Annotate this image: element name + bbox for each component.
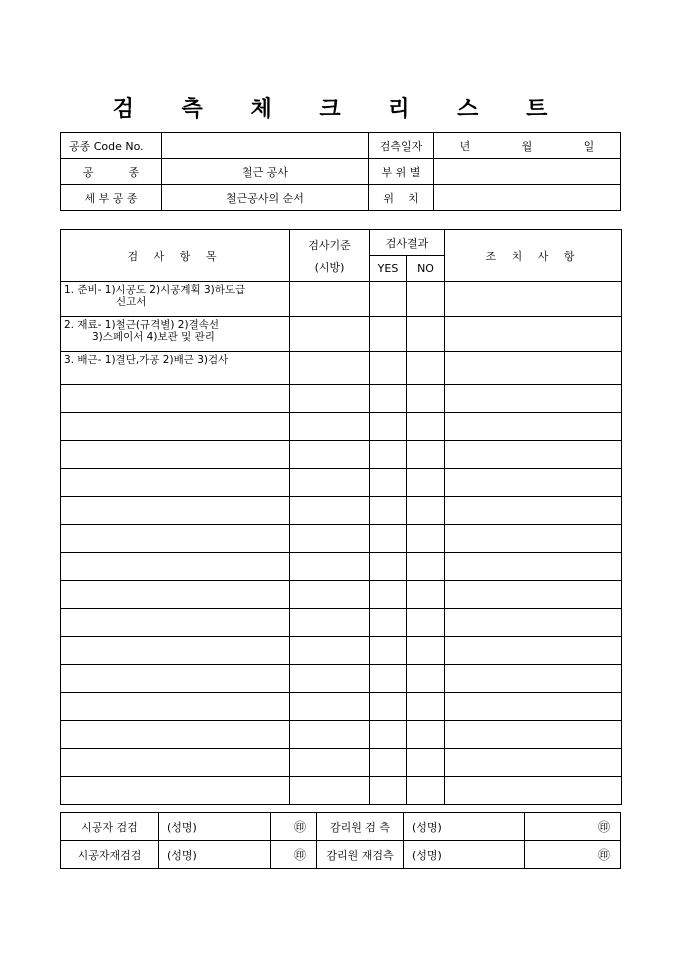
supervisor-recheck-label: 감리원 재검측 (317, 841, 404, 869)
location-label: 위 치 (369, 185, 434, 211)
seal-icon: ㊞ (271, 841, 317, 869)
part-value[interactable] (434, 159, 621, 185)
inspection-item-line1: 1. 준비- 1)시공도 2)시공계획 3)하도급 (64, 284, 246, 296)
seal-icon: ㊞ (271, 813, 317, 841)
yes-cell[interactable] (370, 525, 407, 553)
action-cell[interactable] (445, 413, 622, 441)
table-row (61, 317, 622, 352)
inspection-item (61, 282, 290, 317)
item-cell[interactable] (61, 385, 290, 413)
standard-cell[interactable] (290, 413, 370, 441)
contractor-recheck-name[interactable]: (성명) (159, 841, 271, 869)
standard-cell[interactable] (290, 777, 370, 805)
part-label: 부 위 별 (369, 159, 434, 185)
yes-cell[interactable] (370, 413, 407, 441)
supervisor-recheck-name[interactable]: (성명) (404, 841, 525, 869)
table-row (61, 441, 622, 469)
date-month: 월 (521, 139, 533, 153)
action-cell[interactable] (445, 665, 622, 693)
page-title: 검 측 체 크 리 스 트 (112, 96, 568, 122)
col-no-header: NO (407, 256, 445, 282)
no-cell[interactable] (407, 693, 445, 721)
yes-cell[interactable] (370, 282, 407, 317)
yes-cell[interactable] (370, 385, 407, 413)
code-label: 공종 Code No. (61, 133, 162, 159)
contractor-recheck-label: 시공자재검검 (61, 841, 159, 869)
contractor-check-label: 시공자 검검 (61, 813, 159, 841)
inspect-date-label: 검측일자 (369, 133, 434, 159)
no-cell[interactable] (407, 581, 445, 609)
standard-cell[interactable] (290, 721, 370, 749)
work-type-value[interactable]: 철근 공사 (162, 159, 369, 185)
action-cell[interactable] (445, 282, 622, 317)
standard-cell[interactable] (290, 553, 370, 581)
item-cell[interactable] (61, 609, 290, 637)
seal-icon: ㊞ (525, 813, 621, 841)
table-row (61, 525, 622, 553)
no-cell[interactable] (407, 637, 445, 665)
standard-cell[interactable] (290, 749, 370, 777)
item-cell[interactable] (61, 553, 290, 581)
action-cell[interactable] (445, 385, 622, 413)
work-type-label: 공 종 (61, 159, 162, 185)
no-cell[interactable] (407, 749, 445, 777)
no-cell[interactable] (407, 553, 445, 581)
no-cell[interactable] (407, 352, 445, 385)
item-cell[interactable] (61, 721, 290, 749)
yes-cell[interactable] (370, 609, 407, 637)
yes-cell[interactable] (370, 441, 407, 469)
yes-cell[interactable] (370, 553, 407, 581)
signature-table (60, 812, 621, 869)
no-cell[interactable] (407, 413, 445, 441)
action-cell[interactable] (445, 581, 622, 609)
action-cell[interactable] (445, 777, 622, 805)
yes-cell[interactable] (370, 352, 407, 385)
item-cell[interactable] (61, 777, 290, 805)
table-row (61, 385, 622, 413)
table-row (61, 469, 622, 497)
standard-cell[interactable] (290, 352, 370, 385)
standard-cell[interactable] (290, 317, 370, 352)
inspection-item-line1: 2. 재료- 1)철근(규격별) 2)결속선 (64, 319, 219, 331)
col-standard-header (290, 230, 370, 282)
supervisor-check-label: 감리원 검 측 (317, 813, 404, 841)
yes-cell[interactable] (370, 581, 407, 609)
item-cell[interactable] (61, 413, 290, 441)
col-item-header: 검 사 항 목 (61, 230, 290, 282)
header-table (60, 132, 621, 211)
col-yes-header: YES (370, 256, 407, 282)
action-cell[interactable] (445, 441, 622, 469)
table-row (61, 721, 622, 749)
no-cell[interactable] (407, 282, 445, 317)
detail-label: 세 부 공 종 (61, 185, 162, 211)
action-cell[interactable] (445, 749, 622, 777)
date-year: 년 (459, 139, 471, 153)
inspection-item-line1: 3. 배근- 1)결단,가공 2)배근 3)검사 (64, 354, 229, 366)
action-cell[interactable] (445, 352, 622, 385)
item-cell[interactable] (61, 665, 290, 693)
inspection-item (61, 317, 290, 352)
detail-value[interactable]: 철근공사의 순서 (162, 185, 369, 211)
yes-cell[interactable] (370, 693, 407, 721)
yes-cell[interactable] (370, 721, 407, 749)
no-cell[interactable] (407, 497, 445, 525)
standard-cell[interactable] (290, 282, 370, 317)
standard-cell[interactable] (290, 693, 370, 721)
inspection-item-line2: 3)스페이서 4)보관 및 관리 (92, 331, 215, 343)
yes-cell[interactable] (370, 665, 407, 693)
table-row (61, 777, 622, 805)
yes-cell[interactable] (370, 777, 407, 805)
item-cell[interactable] (61, 497, 290, 525)
no-cell[interactable] (407, 777, 445, 805)
yes-cell[interactable] (370, 317, 407, 352)
table-row (61, 693, 622, 721)
table-row (61, 581, 622, 609)
code-value[interactable] (162, 133, 369, 159)
no-cell[interactable] (407, 441, 445, 469)
standard-cell[interactable] (290, 497, 370, 525)
inspect-date-value[interactable] (434, 133, 621, 159)
table-row (61, 609, 622, 637)
yes-cell[interactable] (370, 749, 407, 777)
item-cell[interactable] (61, 441, 290, 469)
contractor-check-name[interactable]: (성명) (159, 813, 271, 841)
col-result-header: 검사결과 (370, 230, 445, 256)
standard-cell[interactable] (290, 441, 370, 469)
item-cell[interactable] (61, 525, 290, 553)
standard-cell[interactable] (290, 525, 370, 553)
table-row (61, 553, 622, 581)
action-cell[interactable] (445, 497, 622, 525)
item-cell[interactable] (61, 749, 290, 777)
no-cell[interactable] (407, 609, 445, 637)
item-cell[interactable] (61, 693, 290, 721)
date-day: 일 (583, 139, 595, 153)
col-standard-line1: 검사기준 (308, 238, 351, 252)
action-cell[interactable] (445, 693, 622, 721)
location-value[interactable] (434, 185, 621, 211)
no-cell[interactable] (407, 525, 445, 553)
table-row (61, 282, 622, 317)
inspection-table (60, 229, 622, 805)
action-cell[interactable] (445, 721, 622, 749)
no-cell[interactable] (407, 665, 445, 693)
table-row (61, 497, 622, 525)
action-cell[interactable] (445, 469, 622, 497)
standard-cell[interactable] (290, 665, 370, 693)
action-cell[interactable] (445, 317, 622, 352)
yes-cell[interactable] (370, 497, 407, 525)
no-cell[interactable] (407, 317, 445, 352)
inspection-item-line2: 신고서 (116, 296, 147, 308)
no-cell[interactable] (407, 469, 445, 497)
item-cell[interactable] (61, 581, 290, 609)
no-cell[interactable] (407, 721, 445, 749)
col-action-header: 조 치 사 항 (445, 230, 622, 282)
standard-cell[interactable] (290, 637, 370, 665)
yes-cell[interactable] (370, 637, 407, 665)
action-cell[interactable] (445, 553, 622, 581)
action-cell[interactable] (445, 609, 622, 637)
item-cell[interactable] (61, 637, 290, 665)
item-cell[interactable] (61, 469, 290, 497)
table-row (61, 413, 622, 441)
standard-cell[interactable] (290, 469, 370, 497)
supervisor-check-name[interactable]: (성명) (404, 813, 525, 841)
yes-cell[interactable] (370, 469, 407, 497)
seal-icon: ㊞ (525, 841, 621, 869)
table-row (61, 352, 622, 385)
action-cell[interactable] (445, 637, 622, 665)
table-row (61, 749, 622, 777)
no-cell[interactable] (407, 385, 445, 413)
table-row (61, 637, 622, 665)
standard-cell[interactable] (290, 581, 370, 609)
standard-cell[interactable] (290, 609, 370, 637)
col-standard-line2: (시방) (314, 260, 345, 274)
inspection-item (61, 352, 290, 385)
action-cell[interactable] (445, 525, 622, 553)
table-row (61, 665, 622, 693)
standard-cell[interactable] (290, 385, 370, 413)
